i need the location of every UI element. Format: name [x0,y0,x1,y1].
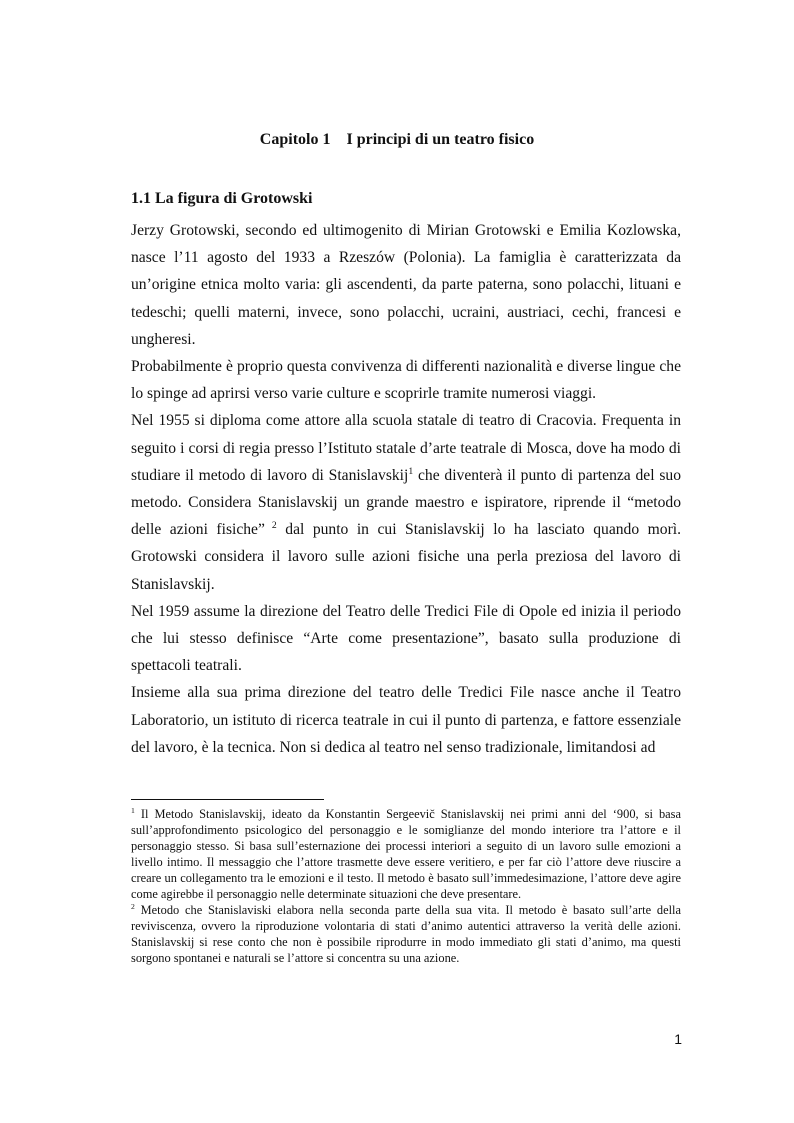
body-text [131,217,681,761]
page-number: 1 [674,1031,682,1047]
paragraph-cultures: Probabilmente è proprio questa convivenza di differenti nazionalità e diverse lingue che lo spinge ad aprirsi verso varie culture e scoprirle tramite numerosi viaggi. [131,358,681,403]
paragraph-education [131,407,681,597]
footnotes [131,806,681,966]
footnote-text-2: Metodo che Stanislaviski elabora nella seconda parte della sua vita. Il metodo è basato sull’arte della reviviscenza, ovvero la riproduzione volontaria di stati d’animo autentici attraverso la verità delle azioni. Stanislavskij si rese conto che non è possibile riprodurre in modo immediato gli stati d’animo, ma questi sorgono spontanei e naturali se l’attore si concentra su una azione. [131,903,681,965]
footnote-reference-1[interactable]: 1 [408,465,414,477]
paragraph-education-text-1: Nel 1955 si diploma come attore alla scuola statale di teatro di Cracovia. Frequenta in seguito i corsi di regia presso l’Istituto statale d’arte teatrale di Mosca, dove ha modo di studiare il metodo di lavoro di Stanislavskij [131,412,681,484]
paragraph-education-text-3: dal punto in cui Stanislavskij lo ha lasciato quando morì. Grotowski considera il lavoro sulle azioni fisiche una perla preziosa del lavoro di Stanislavskij. [131,521,681,593]
footnote-1 [131,806,681,902]
footnote-marker-2: 2 [131,901,135,911]
section-heading: 1.1 La figura di Grotowski [131,190,313,207]
footnote-separator [131,799,324,800]
paragraph-biography: Jerzy Grotowski, secondo ed ultimogenito di Mirian Grotowski e Emilia Kozlowska, nasce l’11 agosto del 1933 a Rzeszów (Polonia). La famiglia è caratterizzata da un’origine etnica molto varia: gli ascendenti, da parte paterna, sono polacchi, lituani e tedeschi; quelli materni, invece, sono polacchi, ucraini, austriaci, cechi, francesi e ungheresi. [131,222,681,348]
paragraph-education-text-2: che diventerà il punto di partenza del suo metodo. Considera Stanislavskij un grande maestro e ispiratore, riprende il “metodo delle azioni fisiche” [131,466,682,539]
footnote-marker-1: 1 [131,805,135,815]
footnote-2 [131,902,681,966]
footnote-reference-2[interactable]: 2 [264,520,277,532]
footnote-text-1: Il Metodo Stanislavskij, ideato da Konstantin Sergeevič Stanislavskij nei primi anni del ‘900, si basa sull’approfondimento psicologico del personaggio e le somiglianze del mondo interiore tra l’attore e il personaggio stesso. Si basa sull’esternazione dei processi interiori a seguito di un lavoro sulle emozioni a livello intimo. Il messaggio che l’attore trasmette deve essere veritiero, e per far ciò l’attore deve riuscire a creare un collegamento tra le emozioni e il testo. Il metodo è basato sull’immedesimazione, l’attore deve agire come agirebbe il personaggio nelle determinate situazioni che deve presentare. [131,807,681,901]
paragraph-opole: Nel 1959 assume la direzione del Teatro delle Tredici File di Opole ed inizia il periodo che lui stesso definisce “Arte come presentazione”, basato sulla produzione di spettacoli teatrali. [131,602,681,675]
chapter-title: Capitolo 1 I principi di un teatro fisico [259,131,535,148]
paragraph-laboratorio: Insieme alla sua prima direzione del teatro delle Tredici File nasce anche il Teatro Laboratorio, un istituto di ricerca teatrale in cui il punto di partenza, e fattore essenziale del lavoro, è la tecnica. Non si dedica al teatro nel senso tradizionale, limitandosi ad [131,684,681,756]
